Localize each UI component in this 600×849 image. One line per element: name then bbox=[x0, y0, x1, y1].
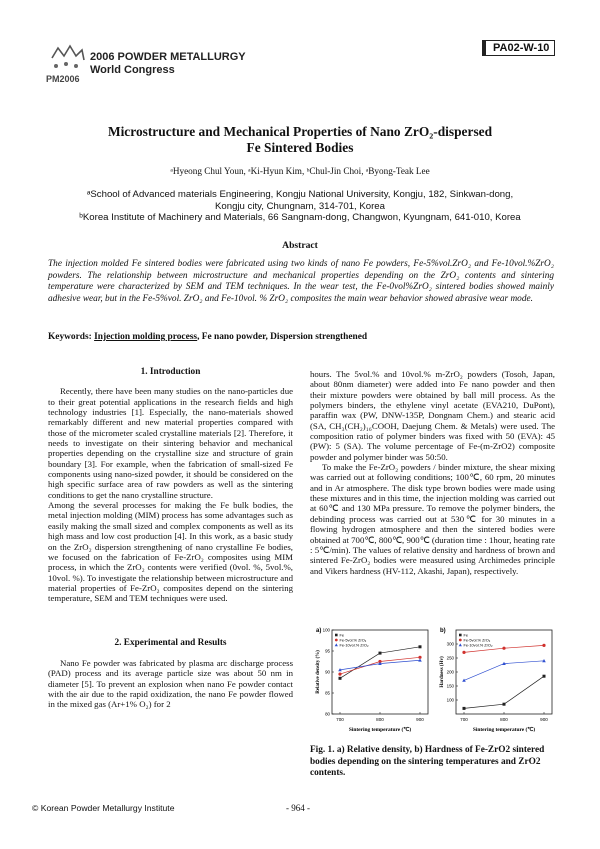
figure-caption: Fig. 1. a) Relative density, b) Hardness of Fe-ZrO2 sintered bodies depending on the sintering temperatures and ZrO2 contents. bbox=[310, 745, 545, 779]
x-tick-label: 700 bbox=[460, 717, 468, 722]
experimental-paragraph-1: Nano Fe powder was fabricated by plasma arc discharge process (PAD) process and its average particle size was about 50 nm in diameter [5]. To prevent an explosion when nano Fe powder contact with the air due to the rapid oxidization, the nano Fe powder flowed in the mixed gas (Ar+1% O₂) for 2 bbox=[48, 657, 293, 710]
logo-text: PM2006 bbox=[46, 74, 80, 84]
x-axis-label: Sintering temperature (℃) bbox=[348, 727, 412, 733]
data-point bbox=[502, 647, 505, 650]
panel-label-0: a) bbox=[316, 628, 322, 634]
intro-paragraph-1: Recently, there have been many studies on the nano-particles due to their great potential applications in the research fields and high technology industries [1]. Especially, the nano-materials showed remarkably different and new material properties compared with those of the micrometer scaled crystalline materials [2]. Therefore, it needs to investigate on their sintering behavior and mechanical properties depending on the crystalline size and structure of grain boundary [3]. For example, when the fabrication of small-sized Fe components using nano-sized powder, it should be considered on the high specific surface area of raw powders as well as the sintering conditions to get the nano crystalline structure. bbox=[48, 386, 293, 500]
abstract-text: The injection molded Fe sintered bodies were fabricated using two kinds of nano Fe powders, Fe-5%vol.ZrO₂ and Fe-10vol.%ZrO₂ powders. The relationship between microstructure and mechanical properties depending on the ZrO₂ contents and sintering temperature were characterized by SEM and TEM techniques. In the wear test, the Fe-0vol%ZrO₂ sintered bodies showed mainly adhesive wear, but in the Fe-5%vol. ZrO₂ and Fe-10vol. % ZrO₂ composites the main wear behavior showed abrasive wear mode. bbox=[48, 259, 554, 304]
keywords bbox=[48, 332, 554, 342]
y-tick-label: 250 bbox=[446, 655, 454, 661]
affiliation-a-line-2: Kongju city, Chungnam, 314-701, Korea bbox=[215, 200, 385, 212]
y-axis-label: Relative density (%) bbox=[316, 650, 321, 694]
data-point bbox=[418, 656, 421, 659]
data-point bbox=[339, 677, 342, 680]
affiliations bbox=[60, 189, 540, 224]
legend-marker bbox=[335, 639, 338, 642]
right-paragraph-1: hours. The 5vol.% and 10vol.% m-ZrO₂ powders (Tosoh, Japan, about 80nm diameter) were added into Fe nano powder and then their mixture powders were obtained by ball mill process. As the polymers binders, the ethylene vinyl acetate (EVA210, DuPont), paraffin wax (PW, DNW-135P, Dongnam Chem.) and stearic acid (SA, CH₃(CH₂)₁₆COOH, Daejung Chem. & Metals) were used. The composition ratio of polymer binders was fixed with 50 (EVA): 45 (PW): 5 (SA). The volume percentage of Fe-(m-ZrO2) composite powder and polymer binder was 50:50. bbox=[310, 369, 555, 462]
y-tick-label: 150 bbox=[446, 683, 454, 689]
legend-entry: Fe-10vol.% ZrO₂ bbox=[339, 642, 369, 648]
y-tick-label: 100 bbox=[446, 697, 454, 703]
x-tick-label: 800 bbox=[500, 717, 508, 722]
data-point bbox=[503, 703, 506, 706]
x-axis-label: Sintering temperature (℃) bbox=[472, 727, 536, 733]
keywords-label: Keywords: bbox=[48, 332, 92, 342]
experimental-heading: 2. Experimental and Results bbox=[114, 637, 227, 648]
paper-code: PA02-W-10 bbox=[482, 40, 555, 56]
legend-entry: Fe-5vol.% ZrO₂ bbox=[463, 637, 491, 643]
y-tick-label: 85 bbox=[325, 690, 330, 696]
keyword-link[interactable]: Injection molding process bbox=[94, 332, 198, 342]
legend-marker bbox=[335, 634, 338, 637]
paper-title bbox=[0, 124, 600, 156]
data-point bbox=[419, 645, 422, 648]
y-tick-label: 300 bbox=[446, 641, 454, 647]
legend-entry: Fe-10vol.% ZrO₂ bbox=[463, 642, 493, 648]
legend-entry: Fe-5vol.% ZrO₂ bbox=[339, 637, 367, 643]
data-point bbox=[543, 675, 546, 678]
x-tick-label: 900 bbox=[540, 717, 548, 722]
x-tick-label: 800 bbox=[376, 717, 384, 722]
legend-entry: Fe bbox=[339, 632, 345, 638]
page-number: - 964 - bbox=[286, 803, 310, 813]
y-tick-label: 90 bbox=[325, 669, 330, 675]
pm2006-logo bbox=[44, 44, 90, 86]
right-column bbox=[310, 369, 555, 576]
legend-marker bbox=[459, 639, 462, 642]
author-list: ᵃHyeong Chul Youn, ᵃKi-Hyun Kim, ᵇChul-Jin Choi, ᵃByong-Teak Lee bbox=[170, 166, 430, 176]
figure-1 bbox=[310, 620, 556, 740]
intro-paragraph-2: Among the several processes for making the Fe bulk bodies, the metal injection molding (MIM) process has some advantages such as easily making the small sized and complex components as well as its high mass and low cost production [4]. In this work, as a basic study on the ZrO₂ dispersion strengthening of nano crystalline Fe bodies, we focused on the fabrication of Fe-ZrO₂ composites using MIM process, in which the ZrO₂ contents were verified (0vol. %, 5vol.%, 10vol. %). To investigate the relationship between microstructure and material properties of Fe-ZrO₂ composites depend on the sintering temperature, SEM and TEM techniques were used. bbox=[48, 500, 293, 604]
copyright-notice: © Korean Powder Metallurgy Institute bbox=[32, 803, 175, 813]
left-column bbox=[48, 367, 293, 710]
y-axis-label: Hardness (Hv) bbox=[440, 656, 445, 688]
legend-entry: Fe bbox=[463, 632, 469, 638]
data-point bbox=[462, 651, 465, 654]
keywords-rest: , Fe nano powder, Dispersion strengthened bbox=[197, 332, 368, 342]
panel-label-1: b) bbox=[440, 628, 446, 634]
data-point bbox=[338, 673, 341, 676]
right-paragraph-2: To make the Fe-ZrO₂ powders / binder mixture, the shear mixing was carried out at following conditions; 100℃, 60 rpm, 20 minutes and in Ar atmosphere. The disk type brown bodies were made using these mixtures and in this time, the injection molding was carried out at 60℃ and 130 MPa pressure. To remove the polymer binders, the debinding process was carried out at 530℃ for 30 minutes in a flowing hydrogen atmosphere and then the sintered bodies were obtained at 700℃, 800℃, 900℃ (duration time : 1hour, heating rate : 5℃/min). The values of relative density and hardness of brown and sintered Fe-ZrO₂ bodies were measured using Archimedes principle and Vikers hardness (HV-112, Akashi, Japan), respectively. bbox=[310, 462, 555, 576]
y-tick-label: 200 bbox=[446, 669, 454, 675]
conference-name bbox=[90, 51, 246, 77]
data-point bbox=[379, 652, 382, 655]
title-line-1: Microstructure and Mechanical Properties of Nano ZrO₂-dispersed bbox=[107, 124, 493, 139]
affiliation-a-line-1: ᵃSchool of Advanced materials Engineering, Kongju National University, Kongju, 182, Sinkwan-dong, bbox=[86, 189, 514, 200]
y-tick-label: 80 bbox=[325, 711, 330, 717]
y-tick-label: 95 bbox=[325, 648, 330, 654]
conference-line-2: World Congress bbox=[90, 64, 175, 76]
abstract-heading: Abstract bbox=[282, 240, 318, 251]
affiliation-b: ᵇKorea Institute of Machinery and Materials, 66 Sangnam-dong, Changwon, Kyungnam, 641-010, Korea bbox=[79, 212, 521, 224]
x-tick-label: 700 bbox=[336, 717, 344, 722]
legend-marker bbox=[459, 634, 462, 637]
y-tick-label: 100 bbox=[322, 627, 330, 633]
x-tick-label: 900 bbox=[416, 717, 424, 722]
data-point bbox=[463, 707, 466, 710]
data-point bbox=[542, 644, 545, 647]
title-line-2: Fe Sintered Bodies bbox=[246, 140, 354, 155]
conference-line-1: 2006 POWDER METALLURGY bbox=[90, 51, 246, 63]
intro-heading: 1. Introduction bbox=[140, 367, 201, 377]
